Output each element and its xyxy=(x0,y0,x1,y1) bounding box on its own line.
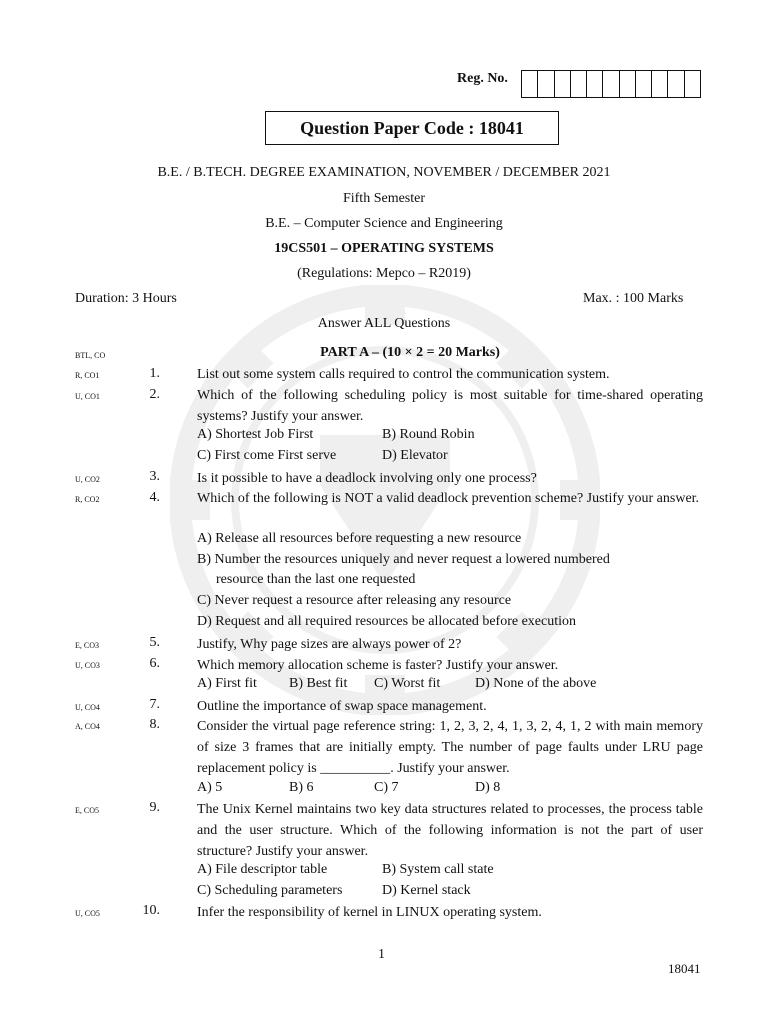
part-a-title: PART A – (10 × 2 = 20 Marks) xyxy=(320,345,500,360)
option: B) Number the resources uniquely and never request a lowered numbered xyxy=(197,552,610,567)
option-continuation: resource than the last one requested xyxy=(216,572,416,587)
option: D) Kernel stack xyxy=(382,883,471,898)
option: C) Scheduling parameters xyxy=(197,883,343,898)
question-number: 2. xyxy=(149,387,160,402)
btl-co-heading: BTL, CO xyxy=(75,351,106,360)
max-marks: Max. : 100 Marks xyxy=(583,291,684,306)
question-paper-code: Question Paper Code : 18041 xyxy=(265,111,559,145)
question-tag: E, CO5 xyxy=(75,806,99,815)
reg-no-cell[interactable] xyxy=(668,71,684,97)
option: C) Never request a resource after releasing any resource xyxy=(197,593,512,608)
reg-no-cell[interactable] xyxy=(685,71,700,97)
question-text: The Unix Kernel maintains two key data structures related to processes, the process table and the user structure. Which of the following information is not the part of user structure? Justify your answer. xyxy=(197,802,703,859)
reg-no-label: Reg. No. xyxy=(457,71,508,86)
question-tag: U, CO5 xyxy=(75,909,100,918)
reg-no-cell[interactable] xyxy=(555,71,571,97)
reg-no-cell[interactable] xyxy=(538,71,554,97)
question-text: Which memory allocation scheme is faster? Justify your answer. xyxy=(197,658,559,673)
reg-no-cell[interactable] xyxy=(603,71,619,97)
question-tag: A, CO4 xyxy=(75,722,100,731)
question-tag: U, CO2 xyxy=(75,475,100,484)
question-text: Is it possible to have a deadlock involving only one process? xyxy=(197,471,537,486)
instruction: Answer ALL Questions xyxy=(317,316,451,331)
question-text: Which of the following scheduling policy is most suitable for time-shared operating systems? Justify your answer. xyxy=(197,388,703,424)
duration: Duration: 3 Hours xyxy=(75,291,177,306)
programme: B.E. – Computer Science and Engineering xyxy=(265,216,503,231)
reg-no-cell[interactable] xyxy=(587,71,603,97)
question-number: 8. xyxy=(149,717,160,732)
option: B) Best fit xyxy=(289,676,348,691)
question-tag: U, CO4 xyxy=(75,703,100,712)
option: D) None of the above xyxy=(475,676,597,691)
question-number: 3. xyxy=(149,469,160,484)
question-number: 10. xyxy=(142,903,160,918)
question-number: 9. xyxy=(149,800,160,815)
option: D) Elevator xyxy=(382,448,448,463)
question-text: List out some system calls required to control the communication system. xyxy=(197,367,610,382)
option: B) 6 xyxy=(289,780,314,795)
question-tag: U, CO3 xyxy=(75,661,100,670)
option: C) Worst fit xyxy=(374,676,441,691)
regulations: (Regulations: Mepco – R2019) xyxy=(297,266,471,281)
reg-no-cell[interactable] xyxy=(571,71,587,97)
course-title: 19CS501 – OPERATING SYSTEMS xyxy=(274,241,494,256)
question-number: 6. xyxy=(149,656,160,671)
reg-no-cell[interactable] xyxy=(620,71,636,97)
option: D) Request and all required resources be allocated before execution xyxy=(197,614,576,629)
reg-no-cell[interactable] xyxy=(652,71,668,97)
option: D) 8 xyxy=(475,780,501,795)
option: A) File descriptor table xyxy=(197,862,328,877)
option: A) 5 xyxy=(197,780,223,795)
question-text: Which of the following is NOT a valid deadlock prevention scheme? Justify your answer. xyxy=(197,491,700,506)
question-text: Outline the importance of swap space management. xyxy=(197,699,487,714)
option: A) Shortest Job First xyxy=(197,427,314,442)
question-tag: R, CO2 xyxy=(75,495,100,504)
question-number: 4. xyxy=(149,490,160,505)
question-tag: E, CO3 xyxy=(75,641,99,650)
reg-no-cell[interactable] xyxy=(636,71,652,97)
option: A) First fit xyxy=(197,676,257,691)
question-tag: R, CO1 xyxy=(75,371,100,380)
option: B) System call state xyxy=(382,862,494,877)
question-text: Infer the responsibility of kernel in LINUX operating system. xyxy=(197,905,542,920)
footer-code: 18041 xyxy=(668,961,701,976)
question-tag: U, CO1 xyxy=(75,392,100,401)
question-number: 1. xyxy=(149,366,160,381)
question-text: Justify, Why page sizes are always power of 2? xyxy=(197,637,462,652)
option: B) Round Robin xyxy=(382,427,475,442)
option: C) 7 xyxy=(374,780,399,795)
option: A) Release all resources before requesting a new resource xyxy=(197,531,522,546)
question-number: 5. xyxy=(149,635,160,650)
option: C) First come First serve xyxy=(197,448,337,463)
reg-no-cell[interactable] xyxy=(522,71,538,97)
exam-title: B.E. / B.TECH. DEGREE EXAMINATION, NOVEMBER / DECEMBER 2021 xyxy=(157,165,611,180)
question-text: Consider the virtual page reference string: 1, 2, 3, 2, 4, 1, 3, 2, 4, 1, 2 with main memory of size 3 frames that are initially empty. The number of page faults under LRU page replacement policy is __________. Justify your answer. xyxy=(197,719,703,776)
semester: Fifth Semester xyxy=(342,191,426,206)
page-number: 1 xyxy=(378,947,385,962)
reg-no-boxes[interactable] xyxy=(521,70,701,98)
question-number: 7. xyxy=(149,697,160,712)
